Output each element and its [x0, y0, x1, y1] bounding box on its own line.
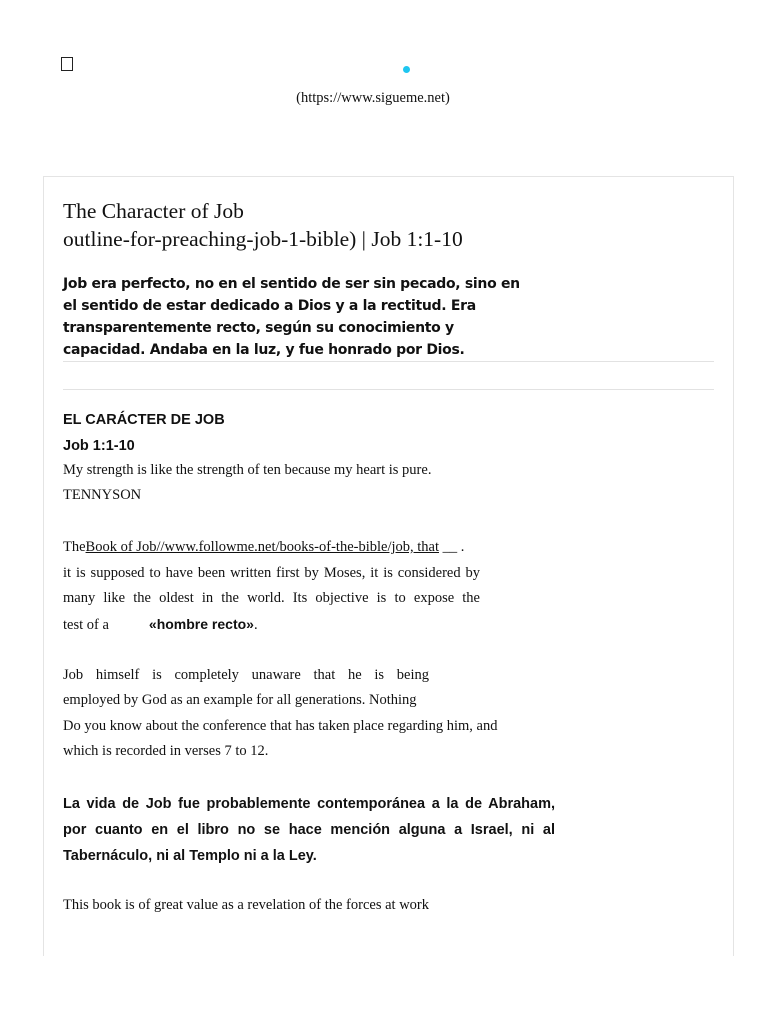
- divider: [63, 361, 714, 362]
- paragraph-1-line-3: many like the oldest in the world. Its objective is to expose the: [63, 590, 480, 606]
- paragraph-2-line-4: which is recorded in verses 7 to 12.: [63, 743, 269, 759]
- paragraph-1-line-2: it is supposed to have been written first by Moses, it is considered by: [63, 565, 480, 581]
- article-title: [63, 197, 463, 253]
- p1-line4-suffix: .: [253, 617, 258, 633]
- section-reference: Job 1:1-10: [63, 438, 135, 454]
- p1-line4-prefix: test of a: [63, 617, 109, 633]
- paragraph-3: La vida de Job fue probablemente contemporánea a la de Abraham, por cuanto en el libro no se hace mención alguna a Israel, ni al Tabernáculo, ni al Templo ni a la Ley.: [63, 796, 555, 864]
- divider: [63, 389, 714, 390]
- paragraph-1-line-4: [63, 616, 258, 634]
- p1-prefix: The: [63, 539, 86, 555]
- article-summary: Job era perfecto, no en el sentido de ser sin pecado, sino en el sentido de estar dedicado a Dios y a la rectitud. Era transparentemente recto, según su conocimiento y capacidad. Andaba en la luz, y fue honrado por Dios.: [63, 276, 520, 358]
- title-line-2: outline-for-preaching-job-1-bible) | Job 1:1-10: [63, 227, 463, 251]
- paragraph-2-line-2: employed by God as an example for all generations. Nothing: [63, 692, 417, 708]
- p1-suffix: __ .: [442, 539, 465, 555]
- book-of-job-link[interactable]: Book of Job//www.followme.net/books-of-the-bible/job, that: [85, 539, 439, 555]
- quote-author: TENNYSON: [63, 487, 142, 503]
- menu-icon[interactable]: [61, 57, 73, 71]
- hombre-recto-text: «hombre recto»: [148, 616, 254, 632]
- site-url-link[interactable]: (https://www.sigueme.net): [296, 90, 450, 106]
- paragraph-2-line-1: Job himself is completely unaware that he is being: [63, 667, 429, 683]
- title-line-1: The Character of Job: [63, 199, 244, 223]
- quote-text: My strength is like the strength of ten because my heart is pure.: [63, 462, 432, 478]
- section-heading: EL CARÁCTER DE JOB: [63, 412, 225, 428]
- logo-dot-icon: [403, 66, 410, 73]
- paragraph-4: This book is of great value as a revelation of the forces at work: [63, 897, 429, 913]
- paragraph-2-line-3: Do you know about the conference that has taken place regarding him, and: [63, 718, 498, 734]
- paragraph-1-line-1: [63, 539, 464, 556]
